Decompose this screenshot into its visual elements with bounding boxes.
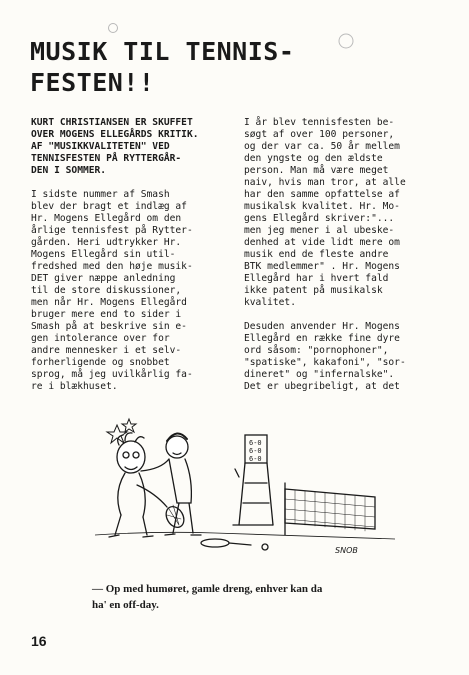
- tennis-cartoon-illustration: [95, 405, 395, 570]
- artist-signature: SNOB: [335, 546, 358, 555]
- text-line: TENNISFESTEN PÅ RYTTERGÅR-: [31, 153, 182, 164]
- text-line: søgt af over 100 personer,: [244, 129, 395, 140]
- text-line: har den samme opfattelse af: [244, 189, 400, 200]
- right-column: [244, 117, 437, 405]
- text-line: KURT CHRISTIANSEN ER SKUFFET: [31, 117, 193, 128]
- text-line: men jeg mener i al ubeske-: [244, 225, 395, 236]
- cartoon-caption: [92, 581, 392, 613]
- text-line: I år blev tennisfesten be-: [244, 117, 395, 128]
- text-line: bruger mere end to sider i: [31, 309, 182, 320]
- text-line: "spatiske", kakafoni", "sor-: [244, 357, 406, 368]
- text-line: person. Man må være meget: [244, 165, 389, 176]
- caption-line: ha' en off-day.: [92, 599, 159, 611]
- text-line: Ellegård har i hvert fald: [244, 273, 389, 284]
- text-line: kvalitet.: [244, 297, 296, 308]
- text-line: Hr. Mogens Ellegård om den: [31, 213, 182, 224]
- text-line: og der var ca. 50 år mellem: [244, 141, 400, 152]
- text-line: denhed at vide lidt mere om: [244, 237, 400, 248]
- text-line: andre mennesker i et selv-: [31, 345, 182, 356]
- score-entry: 6-0: [249, 439, 262, 447]
- text-line: sprog, må jeg uvilkårlig fa-: [31, 369, 193, 380]
- text-line: OVER MOGENS ELLEGÅRDS KRITIK.: [31, 129, 199, 140]
- body-paragraph: [244, 321, 437, 393]
- text-line: Mogens Ellegård sin util-: [31, 249, 176, 260]
- text-line: DEN I SOMMER.: [31, 165, 107, 176]
- text-line: ikke patent på musikalsk: [244, 285, 383, 296]
- title-line: FESTEN!!: [30, 68, 155, 97]
- text-line: blev der bragt et indlæg af: [31, 201, 187, 212]
- page-number: 16: [31, 633, 47, 649]
- score-entry: 6-0: [249, 447, 262, 455]
- text-line: årlige tennisfest på Rytter-: [31, 225, 193, 236]
- text-line: naiv, hvis man tror, at alle: [244, 177, 406, 188]
- body-paragraph: [244, 117, 437, 309]
- text-line: DET giver næppe anledning: [31, 273, 176, 284]
- text-line: den yngste og den ældste: [244, 153, 383, 164]
- punch-hole-mark: [107, 22, 119, 34]
- text-line: musik end de fleste andre: [244, 249, 389, 260]
- caption-line: — Op med humøret, gamle dreng, enhver kan da: [92, 583, 323, 595]
- text-line: fredshed med den høje musik-: [31, 261, 193, 272]
- score-entry: 6-0: [249, 455, 262, 463]
- text-line: re i blækhuset.: [31, 381, 118, 392]
- text-line: gården. Heri udtrykker Hr.: [31, 237, 182, 248]
- text-line: Desuden anvender Hr. Mogens: [244, 321, 400, 332]
- text-line: gens Ellegård skriver:"...: [244, 213, 395, 224]
- left-column: [31, 117, 227, 405]
- text-line: ord såsom: "pornophoner",: [244, 345, 389, 356]
- title-line: MUSIK TIL TENNIS-: [30, 37, 295, 66]
- text-line: Smash på at beskrive sin e-: [31, 321, 187, 332]
- text-line: musikalsk kvalitet. Hr. Mo-: [244, 201, 400, 212]
- text-line: dineret" og "infernalske".: [244, 369, 395, 380]
- lead-paragraph: [31, 117, 227, 177]
- text-line: BTK medlemmer" . Hr. Mogens: [244, 261, 400, 272]
- text-line: AF "MUSIKKVALITETEN" VED: [31, 141, 170, 152]
- article-title: [30, 36, 360, 98]
- text-line: til de store diskussioner,: [31, 285, 182, 296]
- text-line: gen intolerance over for: [31, 333, 170, 344]
- text-line: men når Hr. Mogens Ellegård: [31, 297, 187, 308]
- text-line: Det er ubegribeligt, at det: [244, 381, 400, 392]
- text-line: Ellegård en række fine dyre: [244, 333, 400, 344]
- scoreboard: [249, 439, 262, 463]
- text-line: I sidste nummer af Smash: [31, 189, 170, 200]
- text-line: forherligende og snobbet: [31, 357, 170, 368]
- body-paragraph: [31, 189, 227, 393]
